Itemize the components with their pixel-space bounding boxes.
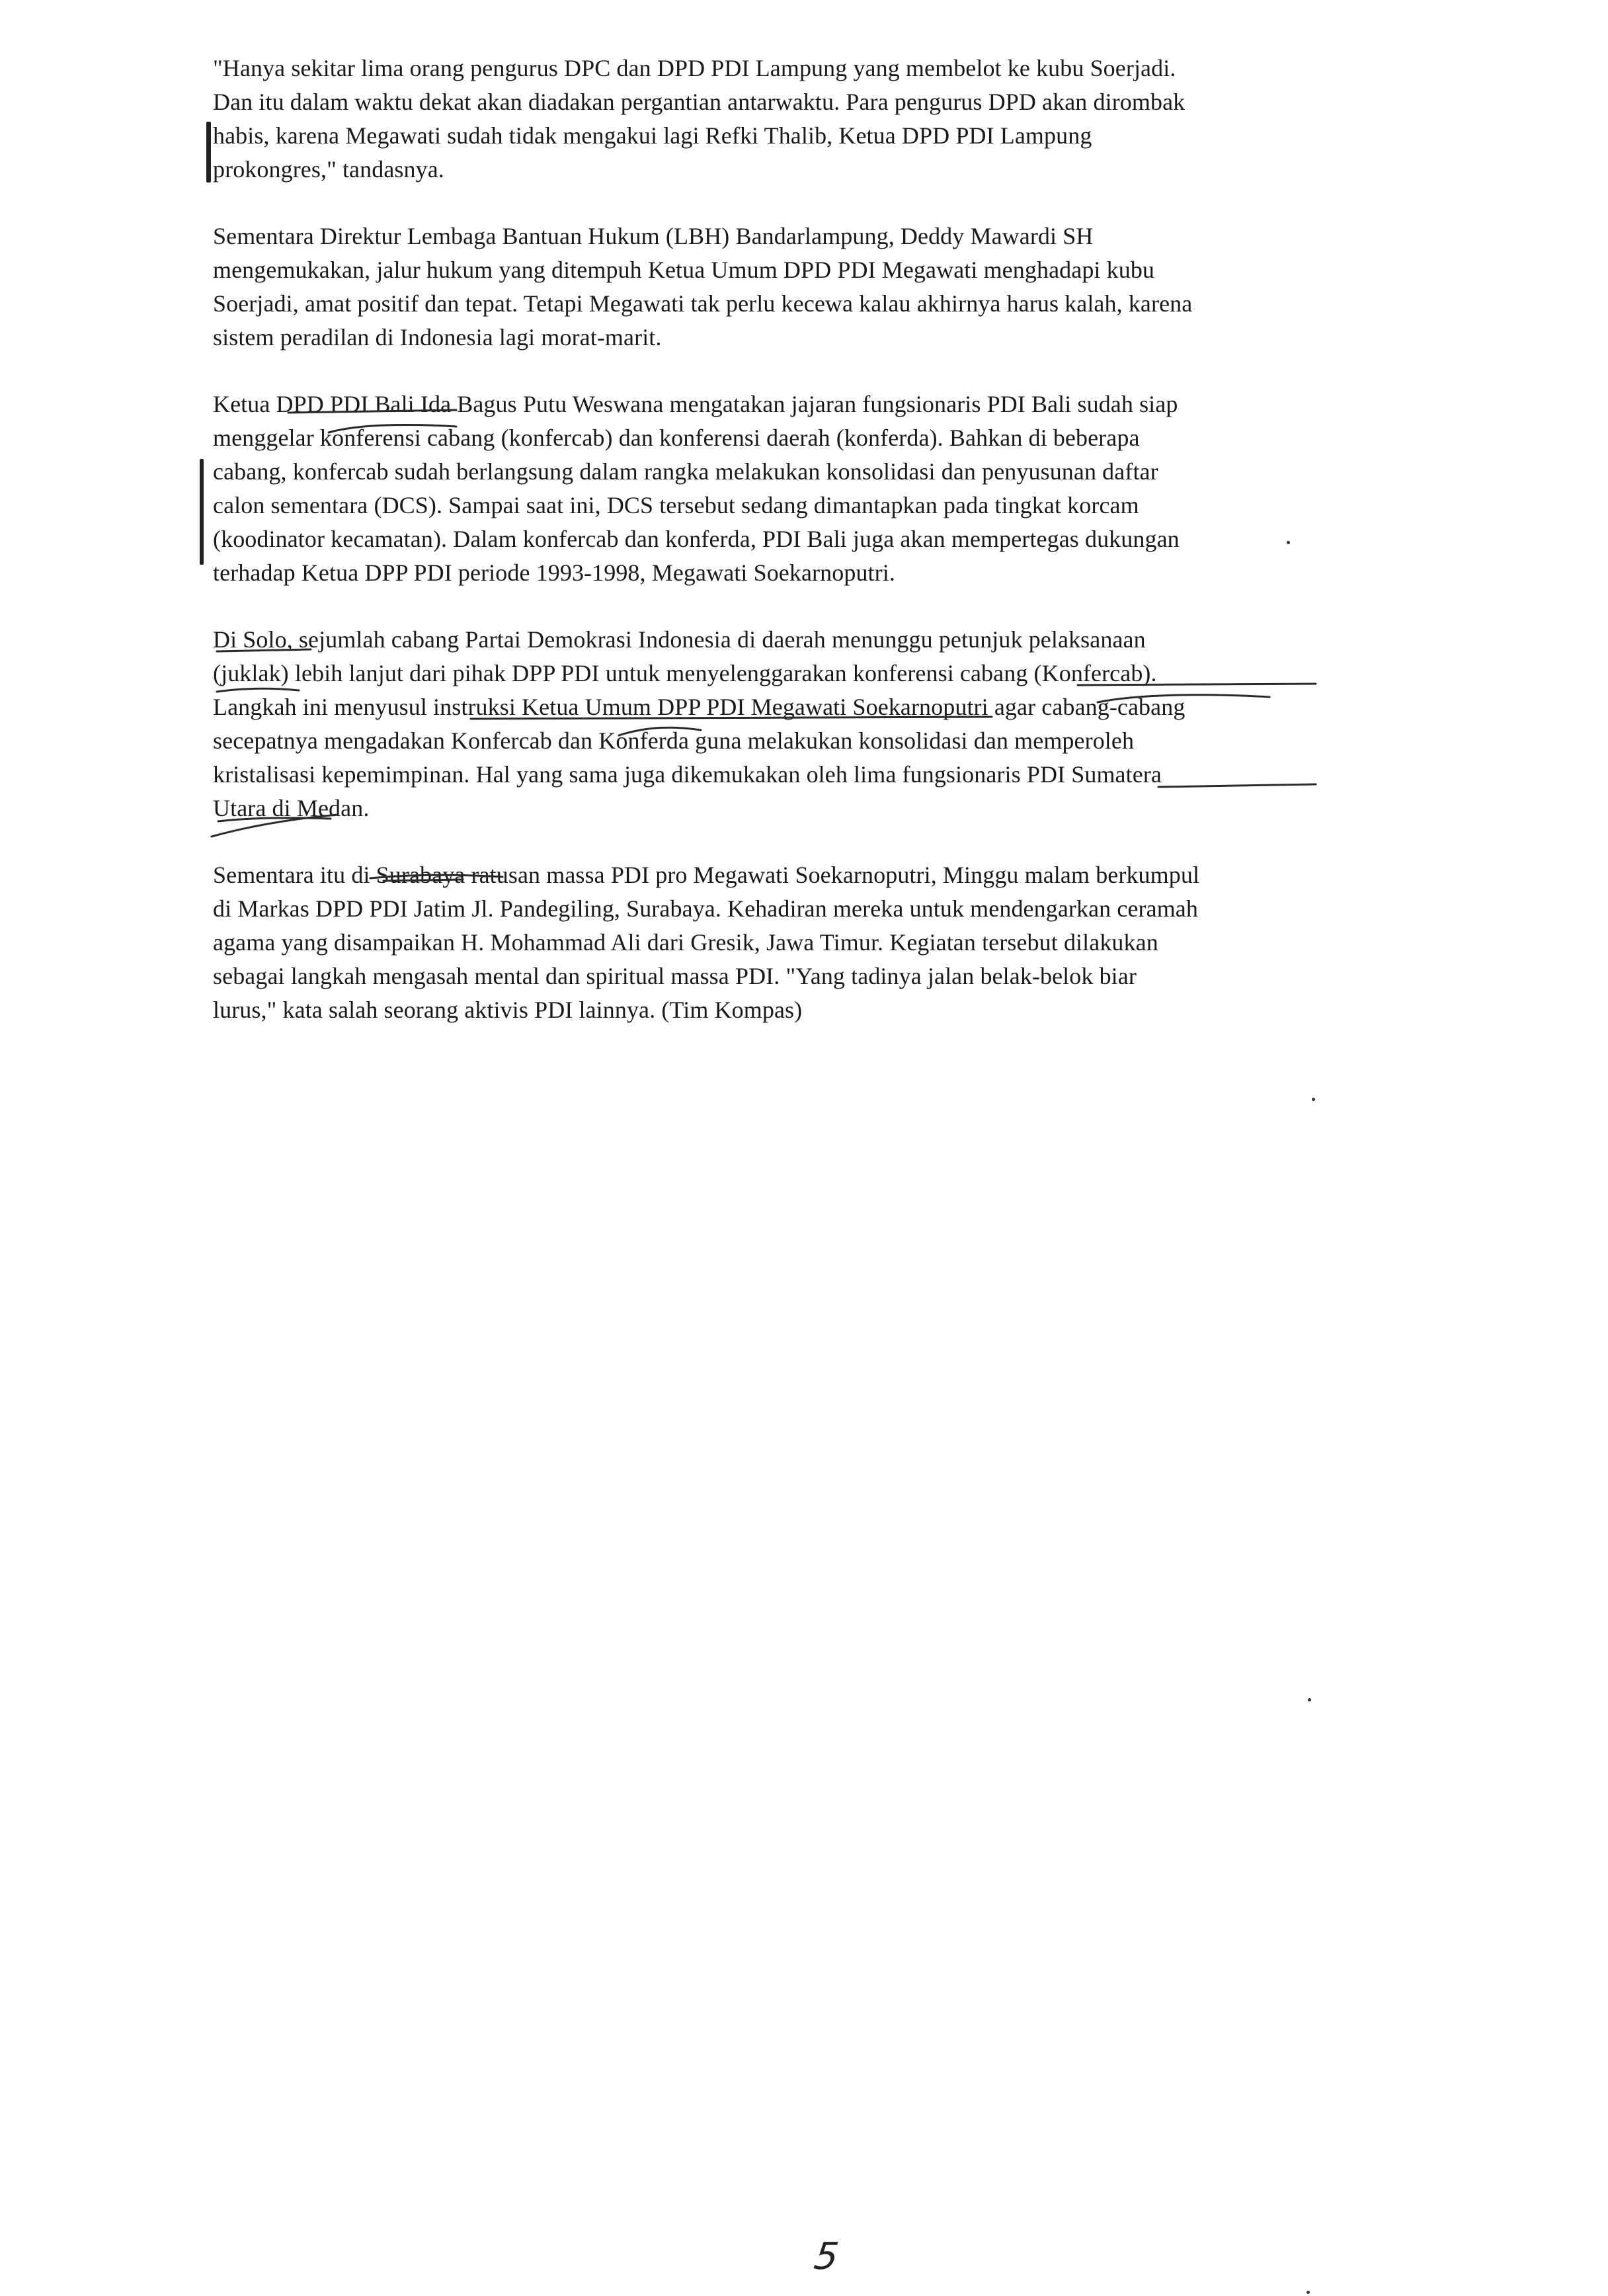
text-line: Soerjadi, amat positif dan tepat. Tetapi Megawati tak perlu kecewa kalau akhirnya harus kalah, karena bbox=[213, 290, 1193, 317]
speck-mark bbox=[1312, 1098, 1315, 1101]
paragraph-lbh-statement bbox=[213, 220, 1377, 354]
article-body bbox=[213, 52, 1377, 1060]
paragraph-lampung-quote bbox=[213, 52, 1377, 186]
text-line: lurus," kata salah seorang aktivis PDI lainnya. (Tim Kompas) bbox=[213, 997, 803, 1023]
text-line: terhadap Ketua DPP PDI periode 1993-1998, Megawati Soekarnoputri. bbox=[213, 559, 895, 586]
text-line: Sementara Direktur Lembaga Bantuan Hukum (LBH) Bandarlampung, Deddy Mawardi SH bbox=[213, 223, 1094, 249]
paragraph-solo bbox=[213, 623, 1377, 825]
text-line: habis, karena Megawati sudah tidak mengakui lagi Refki Thalib, Ketua DPD PDI Lampung bbox=[213, 122, 1092, 149]
text-line: (juklak) lebih lanjut dari pihak DPP PDI untuk menyelenggarakan konferensi cabang (Konfercab). bbox=[213, 660, 1157, 686]
text-line: cabang, konfercab sudah berlangsung dalam rangka melakukan konsolidasi dan penyusunan daftar bbox=[213, 458, 1158, 485]
text-line: Langkah ini menyusul instruksi Ketua Umum DPP PDI Megawati Soekarnoputri agar cabang-cabang bbox=[213, 694, 1186, 720]
margin-bracket-mark bbox=[206, 122, 211, 183]
text-line: mengemukakan, jalur hukum yang ditempuh Ketua Umum DPD PDI Megawati menghadapi kubu bbox=[213, 257, 1155, 283]
text-line: (koodinator kecamatan). Dalam konfercab dan konferda, PDI Bali juga akan mempertegas dukungan bbox=[213, 526, 1180, 552]
text-line: menggelar konferensi cabang (konfercab) dan konferensi daerah (konferda). Bahkan di beberapa bbox=[213, 425, 1140, 451]
speck-mark bbox=[1306, 2291, 1310, 2294]
text-line: sebagai langkah mengasah mental dan spiritual massa PDI. "Yang tadinya jalan belak-belok biar bbox=[213, 963, 1137, 989]
text-line: "Hanya sekitar lima orang pengurus DPC dan DPD PDI Lampung yang membelot ke kubu Soerjadi. bbox=[213, 55, 1176, 81]
speck-mark bbox=[1308, 1698, 1311, 1702]
text-line: sistem peradilan di Indonesia lagi morat-marit. bbox=[213, 324, 662, 350]
text-line: Ketua DPD PDI Bali Ida Bagus Putu Weswana mengatakan jajaran fungsionaris PDI Bali sudah siap bbox=[213, 391, 1178, 417]
page-number: 5 bbox=[811, 2235, 842, 2278]
speck-mark bbox=[1287, 541, 1290, 544]
text-line: prokongres," tandasnya. bbox=[213, 156, 444, 183]
text-line: agama yang disampaikan H. Mohammad Ali dari Gresik, Jawa Timur. Kegiatan tersebut dilakukan bbox=[213, 929, 1158, 956]
text-line: Dan itu dalam waktu dekat akan diadakan pergantian antarwaktu. Para pengurus DPD akan dirombak bbox=[213, 89, 1186, 115]
text-line: kristalisasi kepemimpinan. Hal yang sama juga dikemukakan oleh lima fungsionaris PDI Sumatera bbox=[213, 761, 1162, 788]
text-line: Sementara itu di Surabaya ratusan massa PDI pro Megawati Soekarnoputri, Minggu malam berkumpul bbox=[213, 862, 1200, 888]
text-line: di Markas DPD PDI Jatim Jl. Pandegiling, Surabaya. Kehadiran mereka untuk mendengarkan ceramah bbox=[213, 895, 1198, 922]
text-line: secepatnya mengadakan Konfercab dan Konferda guna melakukan konsolidasi dan memperoleh bbox=[213, 727, 1135, 754]
margin-bracket-mark bbox=[200, 459, 204, 565]
text-line: Utara di Medan. bbox=[213, 795, 370, 821]
paragraph-bali bbox=[213, 388, 1377, 590]
paragraph-surabaya bbox=[213, 858, 1377, 1027]
text-line: Di Solo, sejumlah cabang Partai Demokrasi Indonesia di daerah menunggu petunjuk pelaksanaan bbox=[213, 626, 1146, 653]
text-line: calon sementara (DCS). Sampai saat ini, DCS tersebut sedang dimantapkan pada tingkat korcam bbox=[213, 492, 1139, 518]
